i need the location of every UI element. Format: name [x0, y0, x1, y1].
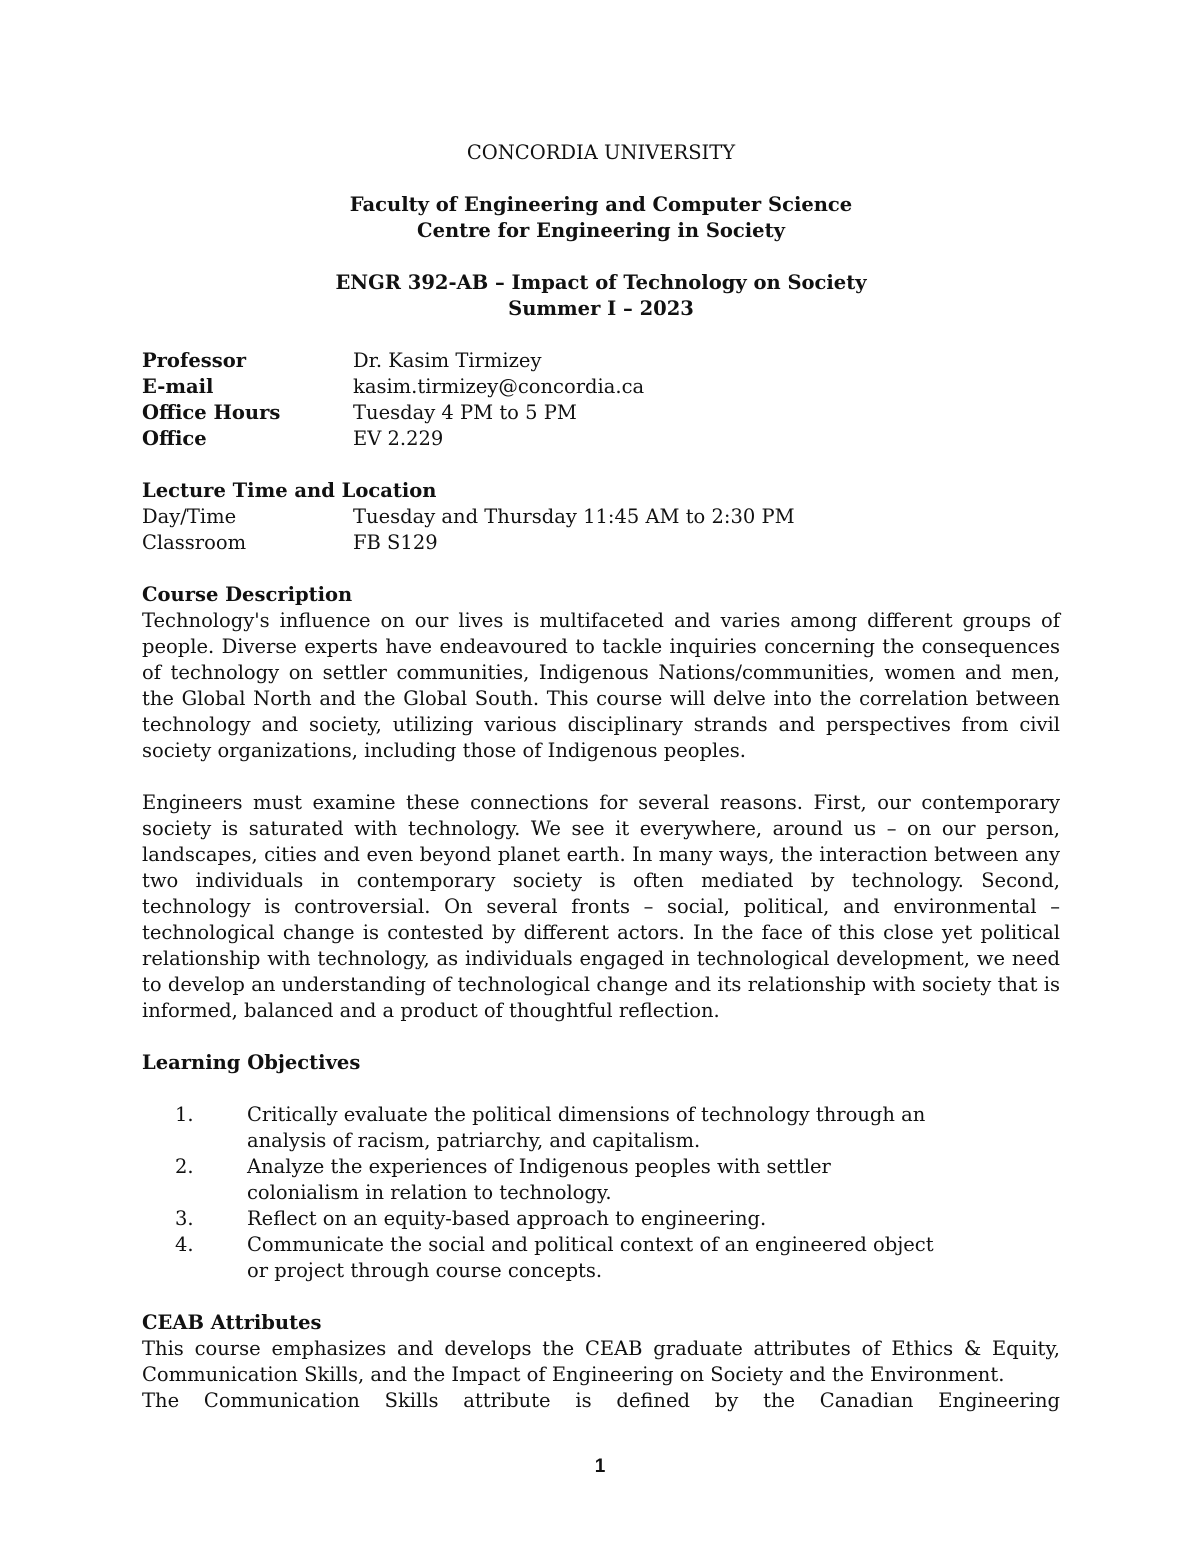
- list-item-number: 3.: [175, 1207, 194, 1230]
- list-item-number: 1.: [175, 1103, 194, 1126]
- course-title: ENGR 392-AB – Impact of Technology on Society: [335, 271, 867, 294]
- faculty-name: Faculty of Engineering and Computer Science: [349, 193, 853, 216]
- list-item-text: Analyze the experiences of Indigenous peoples with settler colonialism in relation to technology.: [247, 1155, 831, 1204]
- list-item: [142, 1154, 937, 1206]
- contact-value: EV 2.229: [353, 427, 444, 450]
- lecture-row-daytime: [142, 504, 795, 530]
- centre-name: Centre for Engineering in Society: [417, 219, 785, 242]
- list-item-text: Critically evaluate the political dimensions of technology through an analysis of racism, patriarchy, and capitalism.: [247, 1103, 926, 1152]
- objectives-list: [142, 1102, 1060, 1284]
- list-item-number: 4.: [175, 1233, 194, 1256]
- description-paragraph: Engineers must examine these connections for several reasons. First, our contemporary society is saturated with technology. We see it everywhere, around us – on our person, landscapes, cities and even beyond planet earth. In many ways, the interaction between any two individuals in contemporary society is often mediated by technology. Second, technology is controversial. On several fronts – social, political, and environmental – technological change is contested by different actors. In the face of this close yet political relationship with technology, as individuals engaged in technological development, we need to develop an understanding of technological change and its relationship with society that is informed, balanced and a product of thoughtful reflection.: [142, 791, 1060, 1022]
- contact-row-office-hours: [142, 400, 644, 426]
- lecture-heading: Lecture Time and Location: [142, 479, 437, 502]
- list-item-text: Reflect on an equity-based approach to engineering.: [247, 1207, 767, 1230]
- university-name: CONCORDIA UNIVERSITY: [466, 141, 736, 164]
- lecture-value: FB S129: [353, 531, 438, 554]
- list-item-number: 2.: [175, 1155, 194, 1178]
- lecture-label: Classroom: [142, 531, 247, 554]
- ceab-heading: CEAB Attributes: [142, 1311, 322, 1334]
- contact-label: Office: [142, 427, 207, 450]
- page-number: 1: [594, 1456, 606, 1477]
- contact-label: E-mail: [142, 375, 214, 398]
- contact-row-professor: [142, 348, 644, 374]
- objectives-heading: Learning Objectives: [142, 1051, 361, 1074]
- lecture-table: [142, 504, 795, 556]
- ceab-paragraph-continued: The Communication Skills attribute is defined by the Canadian Engineering: [142, 1389, 1060, 1412]
- syllabus-header: [142, 140, 1060, 322]
- list-item: [142, 1232, 937, 1284]
- lecture-value: Tuesday and Thursday 11:45 AM to 2:30 PM: [353, 505, 795, 528]
- lecture-label: Day/Time: [142, 505, 237, 528]
- contact-table: [142, 348, 644, 452]
- contact-value: Tuesday 4 PM to 5 PM: [353, 401, 577, 424]
- contact-label: Professor: [142, 349, 246, 372]
- course-term: Summer I – 2023: [508, 297, 694, 320]
- description-paragraph: Technology's influence on our lives is multifaceted and varies among different groups of people. Diverse experts have endeavoured to tackle inquiries concerning the consequences of technology on settler communities, Indigenous Nations/communities, women and men, the Global North and the Global South. This course will delve into the correlation between technology and society, utilizing various disciplinary strands and perspectives from civil society organizations, including those of Indigenous peoples.: [142, 609, 1060, 762]
- page-content: [142, 140, 1060, 1414]
- contact-row-office: [142, 426, 644, 452]
- lecture-row-classroom: [142, 530, 795, 556]
- list-item: [142, 1206, 937, 1232]
- contact-row-email: [142, 374, 644, 400]
- list-item-text: Communicate the social and political context of an engineered object or project through course concepts.: [247, 1233, 934, 1282]
- description-heading: Course Description: [142, 583, 353, 606]
- ceab-paragraph: This course emphasizes and develops the CEAB graduate attributes of Ethics & Equity, Communication Skills, and the Impact of Engineering on Society and the Environment.: [142, 1337, 1060, 1386]
- contact-label: Office Hours: [142, 401, 281, 424]
- list-item: [142, 1102, 937, 1154]
- contact-value: Dr. Kasim Tirmizey: [353, 349, 542, 372]
- email-link[interactable]: kasim.tirmizey@concordia.ca: [353, 375, 645, 398]
